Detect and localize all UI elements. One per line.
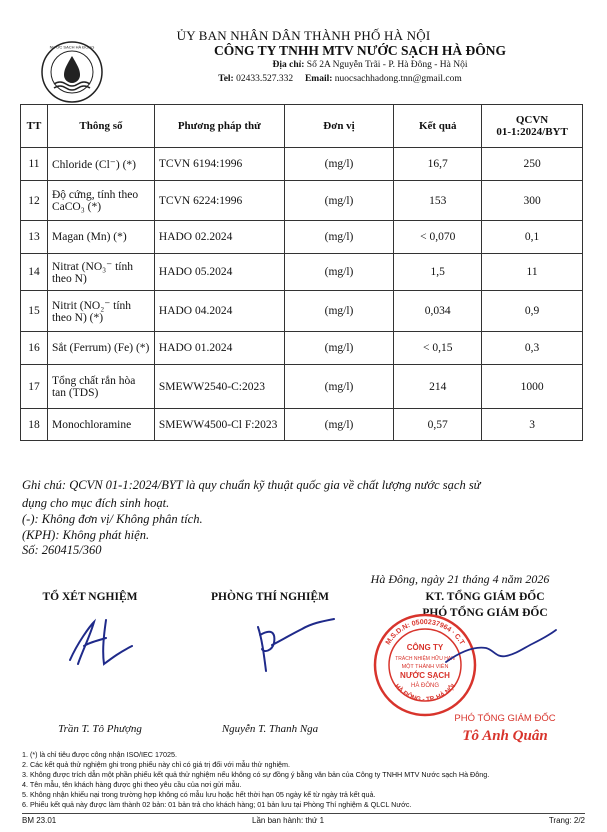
svg-text:CÔNG TY: CÔNG TY bbox=[406, 643, 444, 652]
cell-tt: 15 bbox=[21, 291, 48, 332]
svg-text:M.S.D.N: 0500237964 · C.T: M.S.D.N: 0500237964 · C.T bbox=[384, 618, 466, 647]
svg-text:NƯỚC SẠCH: NƯỚC SẠCH bbox=[400, 671, 450, 680]
svg-text:MỘT THÀNH VIÊN: MỘT THÀNH VIÊN bbox=[401, 664, 449, 670]
table-header-row bbox=[21, 105, 583, 148]
cell-param: Tổng chất rắn hòa tan (TDS) bbox=[47, 365, 154, 409]
cell-param: Chloride (Cl⁻) (*) bbox=[47, 148, 154, 181]
table-row bbox=[21, 365, 583, 409]
authority-line: ỦY BAN NHÂN DÂN THÀNH PHỐ HÀ NỘI bbox=[176, 28, 431, 43]
cell-unit: (mg/l) bbox=[284, 221, 394, 254]
cell-method: TCVN 6224:1996 bbox=[154, 181, 284, 221]
cell-method: HADO 05.2024 bbox=[154, 254, 284, 291]
col-header-unit: Đơn vị bbox=[284, 105, 394, 148]
table-row bbox=[21, 291, 583, 332]
cell-qcvn: 300 bbox=[482, 181, 583, 221]
cell-tt: 16 bbox=[21, 332, 48, 365]
cell-tt: 14 bbox=[21, 254, 48, 291]
cell-param: Magan (Mn) (*) bbox=[47, 221, 154, 254]
cell-param: Nitrat (NO₃⁻ tính theo N) bbox=[47, 254, 154, 291]
document-number: Số: 260415/360 bbox=[22, 543, 102, 557]
director-signer: Tô Anh Quân bbox=[462, 728, 548, 744]
cell-unit: (mg/l) bbox=[284, 148, 394, 181]
footnote-5: 5. Không nhận khiếu nại trong trường hợp không có mẫu lưu hoặc hết thời hạn 05 ngày kể từ ngày trả kết quả. bbox=[22, 790, 376, 799]
col-header-qcvn: QCVN 01-1:2024/BYT bbox=[482, 105, 583, 148]
laboratory-title: PHÒNG THÍ NGHIỆM bbox=[211, 591, 329, 603]
cell-tt: 17 bbox=[21, 365, 48, 409]
cell-method: SMEWW2540-C:2023 bbox=[154, 365, 284, 409]
footnote-4: 4. Tên mẫu, tên khách hàng được ghi theo yêu cầu của nơi gửi mẫu. bbox=[22, 780, 242, 789]
signer-role: PHÓ TỔNG GIÁM ĐỐC bbox=[454, 713, 556, 724]
cell-tt: 11 bbox=[21, 148, 48, 181]
signature-left bbox=[60, 612, 140, 672]
cell-result: 153 bbox=[394, 181, 482, 221]
page-number: Trang: 2/2 bbox=[548, 816, 585, 825]
cell-unit: (mg/l) bbox=[284, 291, 394, 332]
cell-qcvn: 3 bbox=[482, 409, 583, 441]
company-logo bbox=[40, 40, 104, 104]
cell-result: < 0,070 bbox=[394, 221, 482, 254]
note-line-2: dụng cho mục đích sinh hoạt. bbox=[22, 496, 170, 510]
note-line-3: (-): Không đơn vị/ Không phân tích. bbox=[22, 512, 203, 526]
note-line-1: Ghi chú: QCVN 01-1:2024/BYT là quy chuẩn kỹ thuật quốc gia về chất lượng nước sạch sử bbox=[22, 478, 481, 492]
cell-method: SMEWW4500-Cl F:2023 bbox=[154, 409, 284, 441]
svg-text:HÀ ĐÔNG: HÀ ĐÔNG bbox=[410, 683, 440, 689]
cell-result: 16,7 bbox=[394, 148, 482, 181]
issue-date: Hà Đông, ngày 21 tháng 4 năm 2026 bbox=[370, 572, 550, 586]
cell-method: HADO 01.2024 bbox=[154, 332, 284, 365]
note-line-4: (KPH): Không phát hiện. bbox=[22, 528, 150, 542]
footer-bar bbox=[22, 813, 585, 828]
signature-right bbox=[440, 622, 560, 682]
table-row bbox=[21, 332, 583, 365]
col-header-result: Kết quả bbox=[394, 105, 482, 148]
footnote-1: 1. (*) là chỉ tiêu được công nhận ISO/IEC 17025. bbox=[22, 750, 177, 759]
issue-edition: Lần ban hành: thứ 1 bbox=[252, 816, 325, 825]
cell-method: HADO 04.2024 bbox=[154, 291, 284, 332]
company-name: CÔNG TY TNHH MTV NƯỚC SẠCH HÀ ĐÔNG bbox=[214, 43, 506, 58]
cell-result: 214 bbox=[394, 365, 482, 409]
cell-unit: (mg/l) bbox=[284, 365, 394, 409]
svg-text:TRÁCH NHIỆM HỮU HẠN: TRÁCH NHIỆM HỮU HẠN bbox=[395, 656, 455, 662]
table-row bbox=[21, 148, 583, 181]
cell-result: < 0,15 bbox=[394, 332, 482, 365]
cell-unit: (mg/l) bbox=[284, 409, 394, 441]
cell-result: 0,57 bbox=[394, 409, 482, 441]
cell-unit: (mg/l) bbox=[284, 254, 394, 291]
cell-qcvn: 0,9 bbox=[482, 291, 583, 332]
col-header-param: Thông số bbox=[47, 105, 154, 148]
table-row bbox=[21, 254, 583, 291]
cell-method: TCVN 6194:1996 bbox=[154, 148, 284, 181]
table-row bbox=[21, 181, 583, 221]
table-row bbox=[21, 409, 583, 441]
lab-team-signer: Trần T. Tô Phượng bbox=[58, 723, 142, 735]
address-line: Địa chỉ: Số 2A Nguyễn Trãi - P. Hà Đông - Hà Nội bbox=[272, 60, 468, 70]
col-header-method: Phương pháp thử bbox=[154, 105, 284, 148]
director-title-1: KT. TỔNG GIÁM ĐỐC bbox=[425, 591, 545, 603]
signature-middle bbox=[250, 615, 340, 675]
table-row bbox=[21, 221, 583, 254]
cell-result: 0,034 bbox=[394, 291, 482, 332]
results-table bbox=[20, 104, 583, 441]
cell-qcvn: 0,3 bbox=[482, 332, 583, 365]
cell-method: HADO 02.2024 bbox=[154, 221, 284, 254]
cell-unit: (mg/l) bbox=[284, 181, 394, 221]
svg-text:HÀ ĐÔNG - TP. HÀ NỘI: HÀ ĐÔNG - TP. HÀ NỘI bbox=[392, 682, 458, 704]
contact-line: Tel: 02433.527.332 Email: nuocsachhadong.tnn@gmail.com bbox=[218, 74, 462, 84]
lab-team-title: TỔ XÉT NGHIỆM bbox=[42, 591, 138, 603]
form-code: BM 23.01 bbox=[22, 816, 57, 825]
svg-text:NƯỚC SẠCH HÀ ĐÔNG: NƯỚC SẠCH HÀ ĐÔNG bbox=[49, 44, 95, 50]
cell-tt: 13 bbox=[21, 221, 48, 254]
director-title-2: PHÓ TỔNG GIÁM ĐỐC bbox=[422, 607, 548, 619]
footnote-3: 3. Không được trích dẫn một phần phiếu kết quả thử nghiệm nếu không có sự đồng ý bằng văn bản của Công ty TNHH MTV Nước sạch Hà Đông. bbox=[22, 770, 490, 779]
cell-tt: 18 bbox=[21, 409, 48, 441]
footnote-2: 2. Các kết quả thử nghiệm ghi trong phiếu này chỉ có giá trị đối với mẫu thử nghiệm. bbox=[22, 760, 291, 769]
cell-unit: (mg/l) bbox=[284, 332, 394, 365]
cell-qcvn: 250 bbox=[482, 148, 583, 181]
cell-qcvn: 1000 bbox=[482, 365, 583, 409]
cell-param: Monochloramine bbox=[47, 409, 154, 441]
laboratory-signer: Nguyễn T. Thanh Nga bbox=[221, 723, 319, 735]
cell-param: Độ cứng, tính theo CaCO₃ (*) bbox=[47, 181, 154, 221]
cell-qcvn: 0,1 bbox=[482, 221, 583, 254]
cell-qcvn: 11 bbox=[482, 254, 583, 291]
cell-param: Sắt (Ferrum) (Fe) (*) bbox=[47, 332, 154, 365]
cell-result: 1,5 bbox=[394, 254, 482, 291]
cell-tt: 12 bbox=[21, 181, 48, 221]
cell-param: Nitrit (NO₂⁻ tính theo N) (*) bbox=[47, 291, 154, 332]
col-header-tt: TT bbox=[21, 105, 48, 148]
footnote-6: 6. Phiếu kết quả này được làm thành 02 bản: 01 bản trả cho khách hàng; 01 bản lưu tại Phòng Thí nghiệm & QLCL Nước. bbox=[22, 800, 412, 809]
